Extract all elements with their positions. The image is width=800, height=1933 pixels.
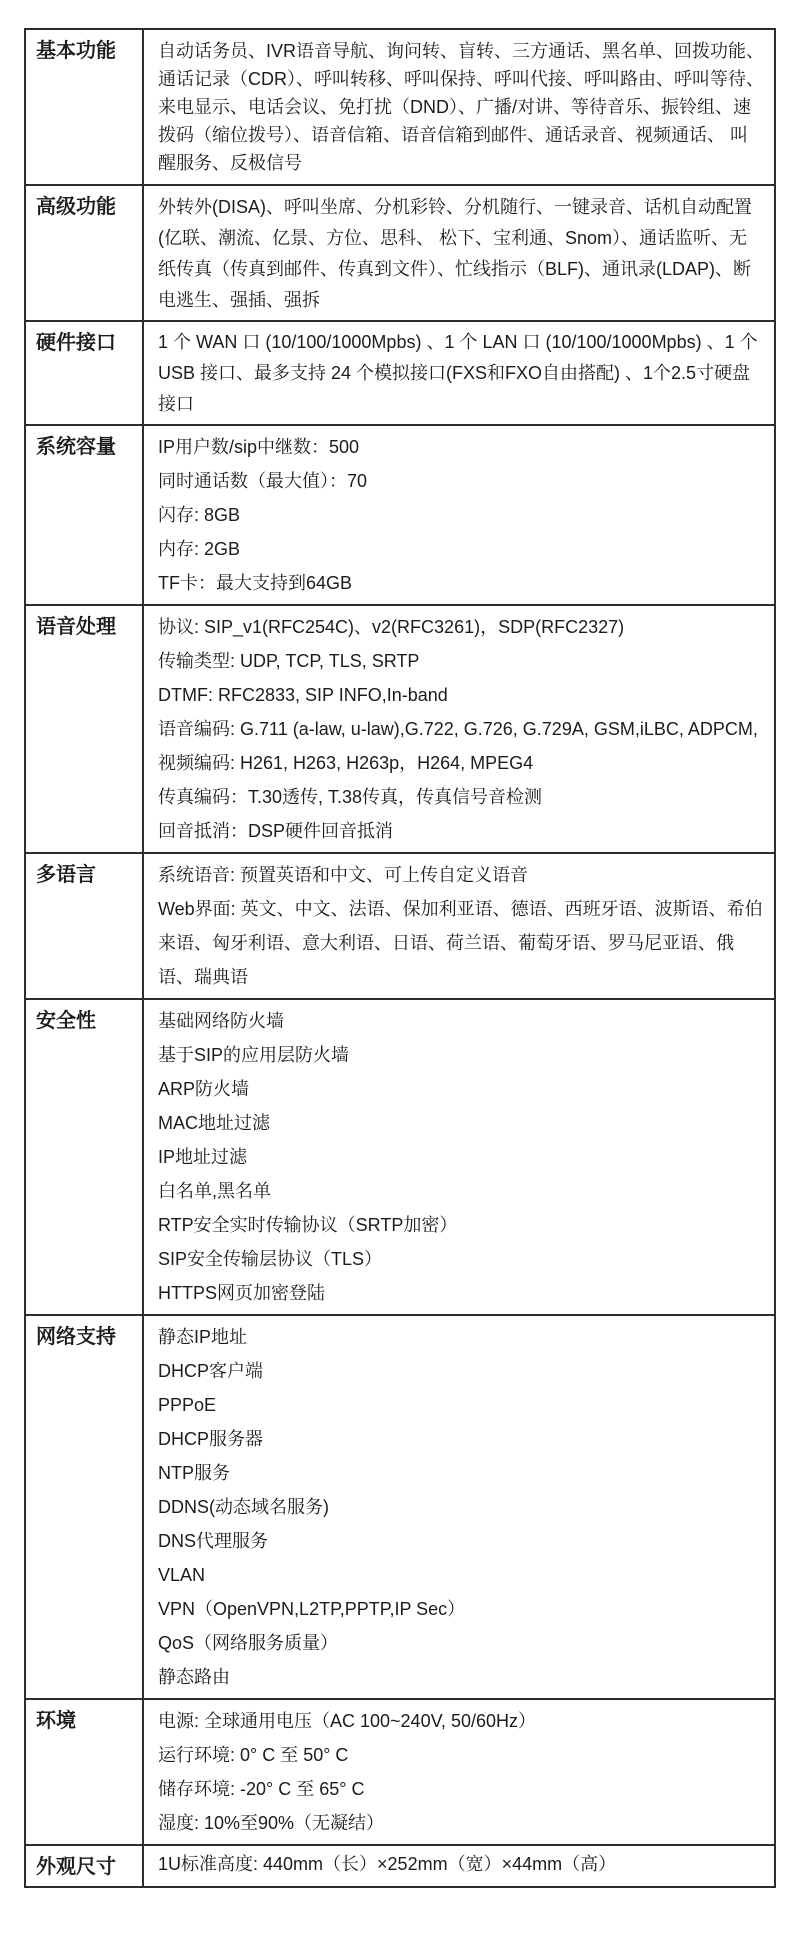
spec-line: 1U标准高度: 440mm（长）×252mm（宽）×44mm（高） [158,1854,617,1874]
spec-line: 传真编码：T.30透传, T.38传真，传真信号音检测 [158,787,543,807]
category-label: 安全性 [26,1000,144,1314]
spec-line: 内存: 2GB [158,539,241,559]
spec-row-environment [26,1698,774,1844]
spec-line: DTMF: RFC2833, SIP INFO,In-band [158,685,448,705]
spec-line: 储存环境: -20° C 至 65° C [158,1779,365,1799]
spec-row-security [26,998,774,1314]
spec-line: 静态路由 [158,1667,230,1687]
category-content [144,30,774,184]
spec-line: HTTPS网页加密登陆 [158,1283,326,1303]
spec-row-advanced-features [26,184,774,320]
spec-row-system-capacity [26,424,774,604]
category-label: 多语言 [26,854,144,998]
category-label: 外观尺寸 [26,1846,144,1886]
spec-line: DHCP服务器 [158,1429,264,1449]
spec-line: VLAN [158,1565,206,1585]
spec-line: 基础网络防火墙 [158,1011,284,1031]
spec-line: 同时通话数（最大值）：70 [158,471,368,491]
category-content [144,1316,774,1698]
category-label: 环境 [26,1700,144,1844]
spec-line: TF卡：最大支持到64GB [158,573,353,593]
spec-line: NTP服务 [158,1463,230,1483]
spec-row-multi-language [26,852,774,998]
spec-line: VPN（OpenVPN,L2TP,PPTP,IP Sec） [158,1599,466,1619]
spec-line: 语音编码: G.711 (a-law, u-law),G.722, G.726, G.729A, GSM,iLBC, ADPCM, [158,719,758,739]
spec-row-network-support [26,1314,774,1698]
spec-table [24,28,776,1888]
spec-line: DDNS(动态域名服务) [158,1497,329,1517]
spec-line: IP地址过滤 [158,1147,248,1167]
spec-line: SIP安全传输层协议（TLS） [158,1249,383,1269]
category-label: 语音处理 [26,606,144,852]
spec-line: 运行环境: 0° C 至 50° C [158,1745,349,1765]
spec-line: 协议: SIP_v1(RFC254C)、v2(RFC3261)，SDP(RFC2327) [158,617,625,637]
spec-line: DHCP客户端 [158,1361,264,1381]
spec-row-voice-processing [26,604,774,852]
category-content [144,606,774,852]
spec-line: 系统语音: 预置英语和中文、可上传自定义语音 [158,865,528,885]
spec-line: QoS（网络服务质量） [158,1633,339,1653]
spec-line: 传输类型: UDP, TCP, TLS, SRTP [158,651,420,671]
spec-row-hardware-interfaces [26,320,774,424]
category-label: 基本功能 [26,30,144,184]
spec-line: 1 个 WAN 口 (10/100/1000Mpbs) 、1 个 LAN 口 (10/100/1000Mpbs) 、1 个 USB 接口、最多支持 24 个模拟接口(FXS和FXO自由搭配) 、1个2.5寸硬盘接口 [158,332,758,414]
spec-line: ARP防火墙 [158,1079,250,1099]
category-content [144,1846,774,1886]
category-label: 网络支持 [26,1316,144,1698]
spec-row-basic-features [26,30,774,184]
category-content [144,186,774,320]
category-label: 硬件接口 [26,322,144,424]
spec-line: 自动话务员、IVR语音导航、询问转、盲转、三方通话、黑名单、回拨功能、通话记录（CDR）、呼叫转移、呼叫保持、呼叫代接、呼叫路由、呼叫等待、来电显示、电话会议、免打扰（DND）、广播/对讲、等待音乐、振铃组、速拨码（缩位拨号）、语音信箱、语音信箱到邮件、通话录音、视频通话、 叫醒服务、反极信号 [158,41,765,173]
spec-line: 湿度: 10%至90%（无凝结） [158,1813,385,1833]
spec-line: MAC地址过滤 [158,1113,270,1133]
spec-line: PPPoE [158,1395,217,1415]
spec-row-dimensions [26,1844,774,1886]
spec-line: Web界面: 英文、中文、法语、保加利亚语、德语、西班牙语、波斯语、希伯来语、匈牙利语、意大利语、日语、荷兰语、葡萄牙语、罗马尼亚语、俄语、瑞典语 [158,899,763,987]
category-label: 系统容量 [26,426,144,604]
spec-line: 视频编码: H261, H263, H263p，H264, MPEG4 [158,753,534,773]
spec-line: 静态IP地址 [158,1327,248,1347]
category-content [144,1000,774,1314]
spec-line: 外转外(DISA)、呼叫坐席、分机彩铃、分机随行、一键录音、话机自动配置(亿联、潮流、亿景、方位、思科、 松下、宝利通、Snom）、通话监听、无纸传真（传真到邮件、传真到文件）、忙线指示（BLF)、通讯录(LDAP)、断电逃生、强插、强拆 [158,197,752,310]
spec-line: DNS代理服务 [158,1531,269,1551]
spec-sheet-page [0,28,800,1933]
spec-line: 白名单,黑名单 [158,1181,272,1201]
category-content [144,322,774,424]
spec-line: 基于SIP的应用层防火墙 [158,1045,350,1065]
category-content [144,426,774,604]
spec-line: IP用户数/sip中继数：500 [158,437,360,457]
spec-line: 闪存: 8GB [158,505,241,525]
spec-line: 回音抵消：DSP硬件回音抵消 [158,821,394,841]
category-content [144,854,774,998]
category-label: 高级功能 [26,186,144,320]
spec-line: 电源: 全球通用电压（AC 100~240V, 50/60Hz） [158,1711,536,1731]
spec-line: RTP安全实时传输协议（SRTP加密） [158,1215,458,1235]
category-content [144,1700,774,1844]
